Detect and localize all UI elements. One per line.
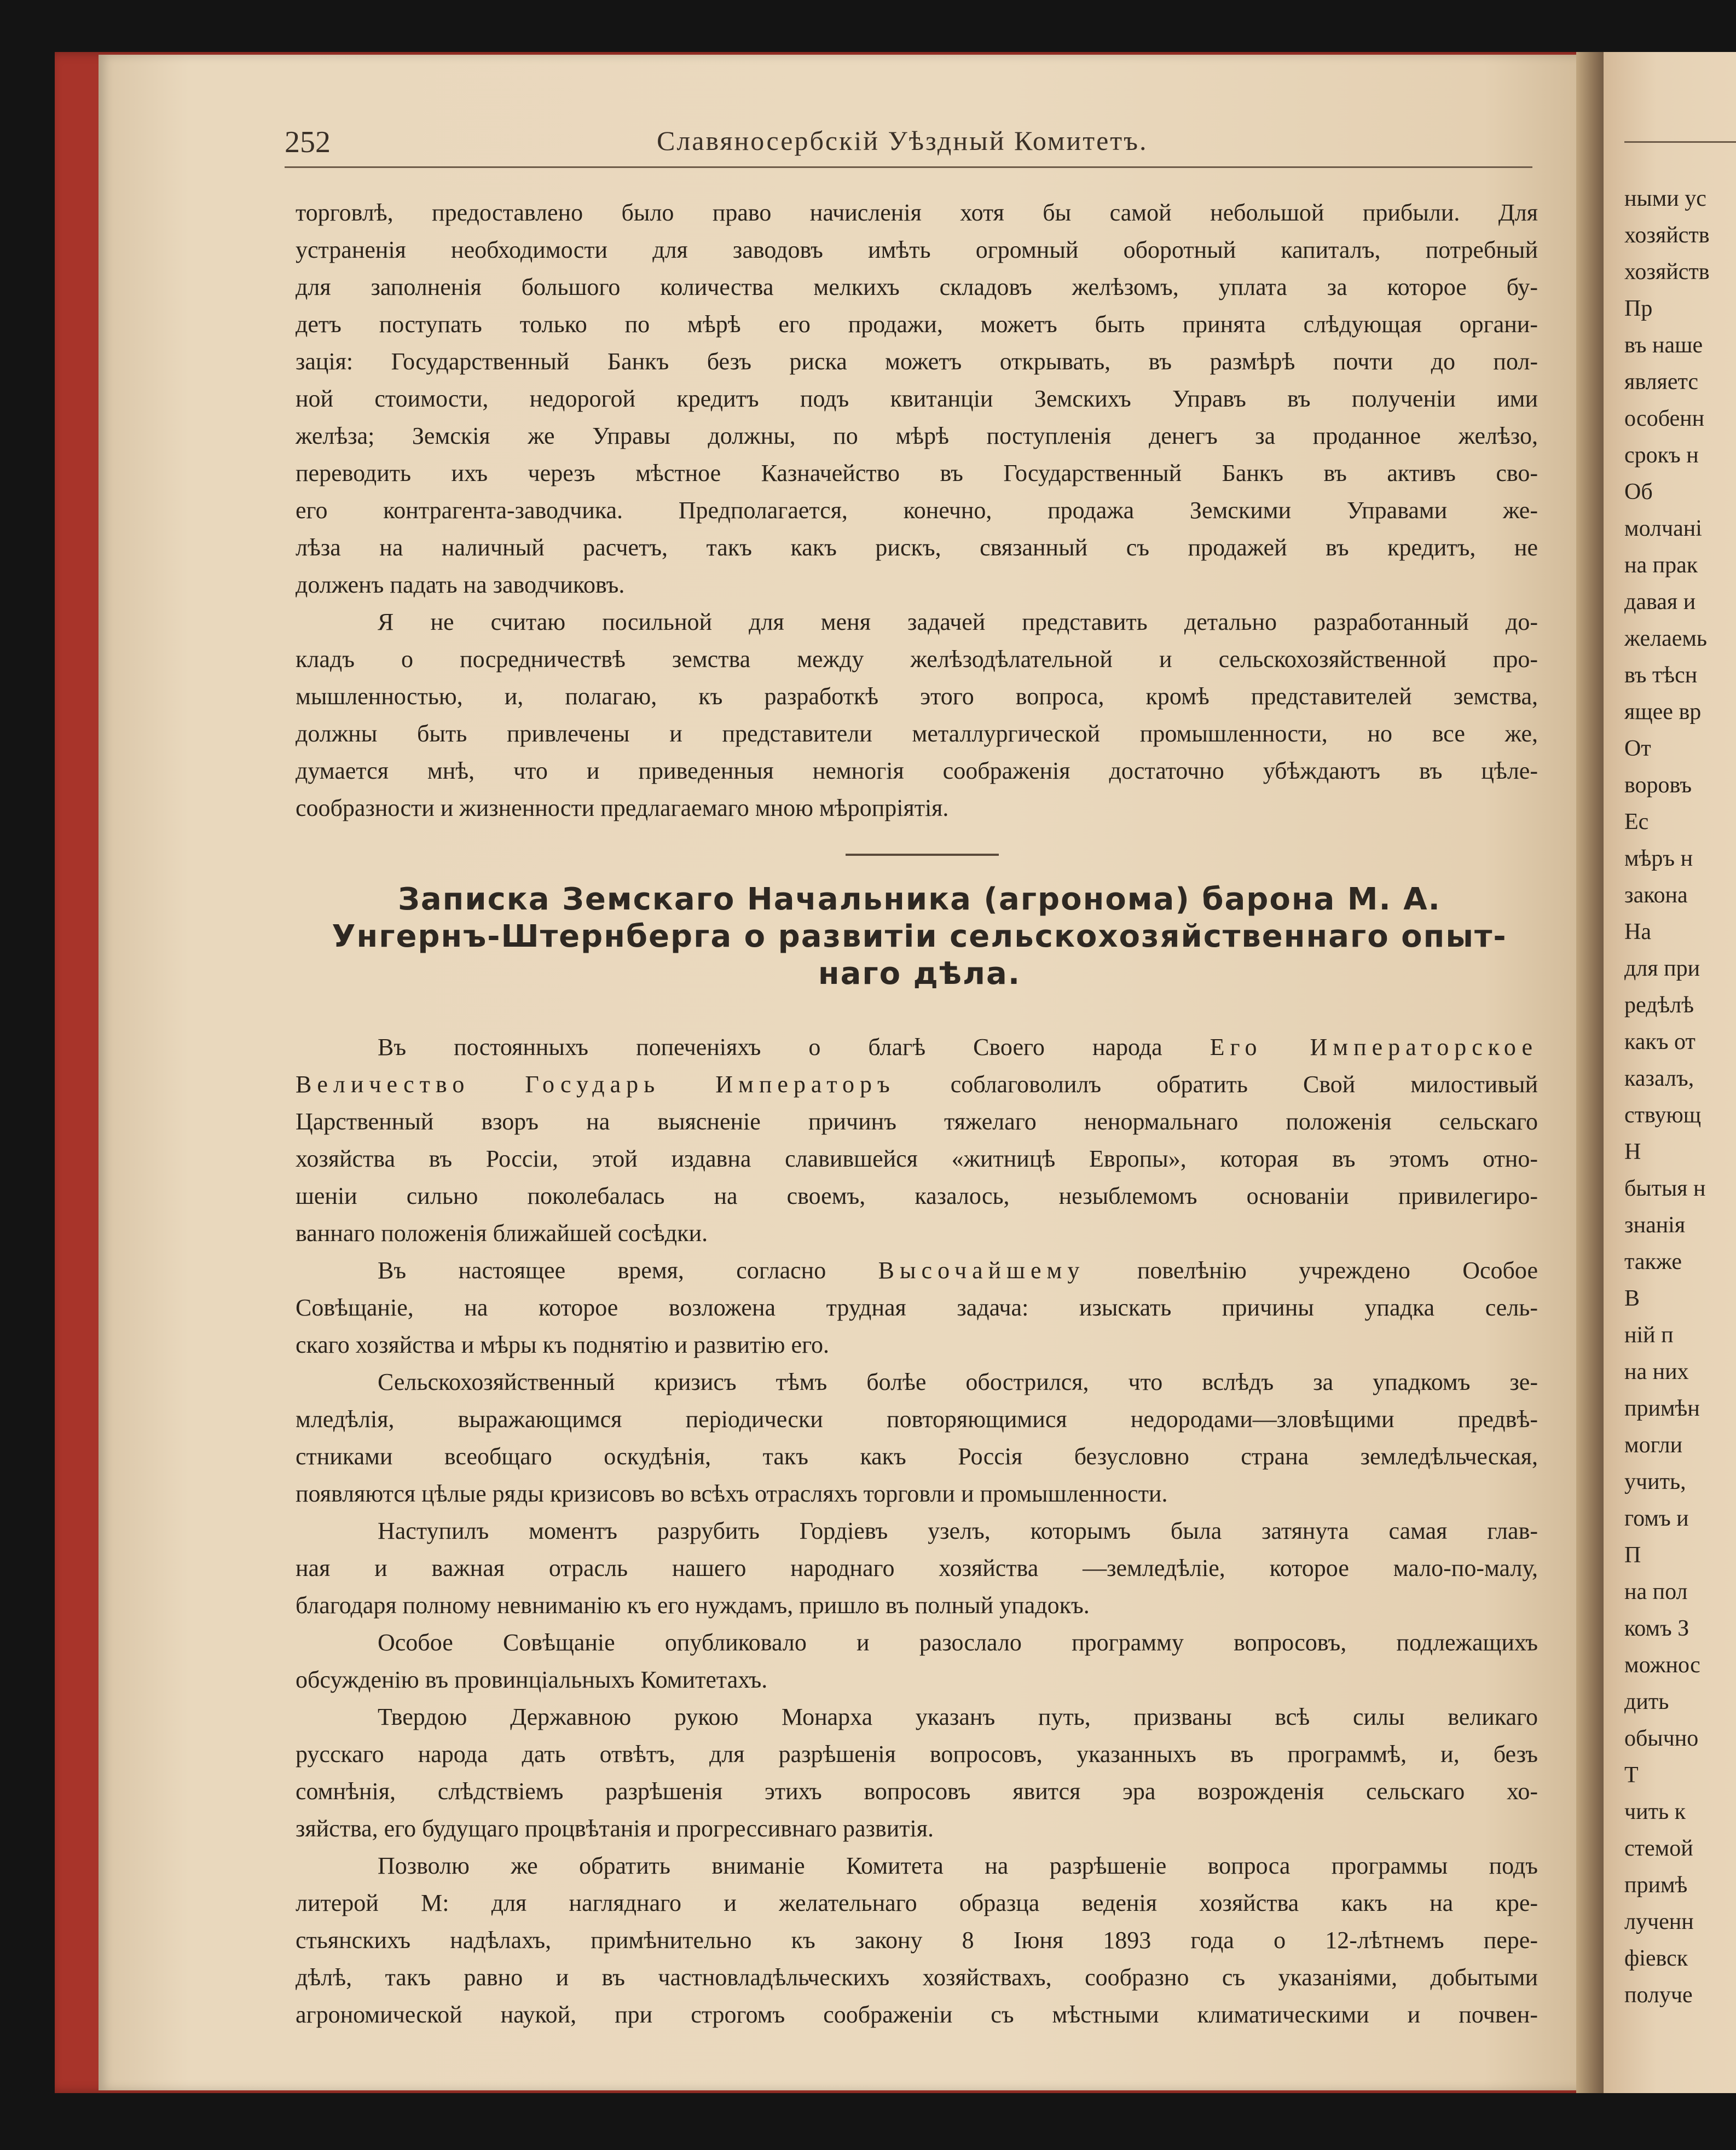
right-page-text-line: также xyxy=(1624,1249,1682,1274)
running-title: Славяносербскій Уѣздный Комитетъ. xyxy=(657,125,1148,156)
paragraph xyxy=(296,1512,1538,1624)
text-line: Совѣщаніе, на которое возложена трудная задача: изыскать причины упадка сель- xyxy=(296,1294,1538,1321)
text-line: Я не считаю посильной для меня задачей представить детально разработанный до- xyxy=(378,609,1538,635)
book-gutter xyxy=(1576,52,1606,2093)
text-line: ная и важная отрасль нашего народнаго хозяйства —земледѣліе, которое мало-по-малу, xyxy=(296,1555,1538,1581)
right-page-text-line: на прак xyxy=(1624,553,1698,578)
text-line: долженъ падать на заводчиковъ. xyxy=(296,571,625,598)
text-line: зація: Государственный Банкъ безъ риска можетъ открывать, въ размѣрѣ почти до пол- xyxy=(296,348,1538,375)
text-line: сомнѣнія, слѣдствіемъ разрѣшенія этихъ вопросовъ явится эра возрожденія сельскаго хо- xyxy=(296,1778,1538,1805)
paragraph xyxy=(296,1624,1538,1699)
right-page-text-line: можнос xyxy=(1624,1653,1700,1678)
paragraph xyxy=(296,1699,1538,1847)
right-page-text-line: чить к xyxy=(1624,1799,1686,1824)
right-page-text-line: В xyxy=(1624,1286,1640,1311)
text-line: сообразности и жизненности предлагаемаго мною мѣропріятія. xyxy=(296,795,949,821)
text-line: дѣлѣ, такъ равно и въ частновладѣльческихъ хозяйствахъ, сообразно съ указаніями, добытыми xyxy=(296,1964,1538,1991)
right-page-text-line: срокъ н xyxy=(1624,443,1699,468)
text-line: для заполненія большого количества мелкихъ складовъ желѣзомъ, уплата за которое бу- xyxy=(296,274,1538,300)
section-title-line: наго дѣла. xyxy=(818,956,1021,992)
right-page-text-line: ній п xyxy=(1624,1323,1674,1348)
right-page-text-line: могли xyxy=(1624,1433,1683,1458)
text-line: литерой М: для нагляднаго и желательнаго образца веденія хозяйства какъ на кре- xyxy=(296,1890,1538,1916)
right-page-text-line: въ наше xyxy=(1624,333,1703,358)
text-line: торговлѣ, предоставлено было право начисленія хотя бы самой небольшой прибыли. Для xyxy=(296,199,1538,226)
text-line: появляются цѣлые ряды кризисовъ во всѣхъ отрасляхъ торговли и промышленности. xyxy=(296,1480,1168,1507)
right-page-text-line: П xyxy=(1624,1543,1641,1568)
right-page-text-line: ными ус xyxy=(1624,186,1706,211)
text-line: детъ поступать только по мѣрѣ его продажи, можетъ быть принята слѣдующая органи- xyxy=(296,311,1538,338)
right-page-text-line: казалъ, xyxy=(1624,1066,1694,1091)
paragraph xyxy=(296,1252,1538,1364)
text-line: Царственный взоръ на выясненіе причинъ тяжелаго ненормальнаго положенія сельскаго xyxy=(296,1108,1538,1135)
right-page-text-line: особенн xyxy=(1624,406,1705,431)
right-page-text-line: Т xyxy=(1624,1763,1639,1788)
right-page-text-line: получе xyxy=(1624,1983,1693,2008)
right-page-text-line: лученн xyxy=(1624,1909,1694,1934)
right-page-text-line: ствующ xyxy=(1624,1103,1702,1128)
text-line: мледѣлія, выражающимся періодически повторяющимися недородами—зловѣщими предвѣ- xyxy=(296,1406,1538,1433)
text-line: желѣза; Земскія же Управы должны, по мѣрѣ поступленія денегъ за проданное желѣзо, xyxy=(296,422,1538,449)
page-number: 252 xyxy=(285,125,331,159)
text-line: обсужденію въ провинціальныхъ Комитетахъ. xyxy=(296,1666,768,1693)
section-divider xyxy=(846,854,999,856)
text-line: Въ постоянныхъ попеченіяхъ о благѣ Своего народа Его Императорское xyxy=(378,1034,1538,1060)
right-page-text-line: бытыя н xyxy=(1624,1176,1706,1201)
right-page-header-rule xyxy=(1624,141,1736,143)
right-page-text-line: фіевск xyxy=(1624,1946,1688,1971)
text-line: русскаго народа дать отвѣтъ, для разрѣшенія вопросовъ, указанныхъ въ программѣ, и, безъ xyxy=(296,1741,1538,1767)
right-page-text-line: молчані xyxy=(1624,516,1702,541)
right-page-text-line: дить xyxy=(1624,1689,1669,1714)
right-page-text-line: желаемь xyxy=(1624,626,1708,651)
right-page-text-line: на пол xyxy=(1624,1579,1688,1604)
right-page-text-line: Пр xyxy=(1624,296,1653,321)
top-text-block xyxy=(296,194,1538,827)
text-line: ваннаго положенія ближайшей сосѣдки. xyxy=(296,1220,708,1247)
text-line: кладъ о посредничествѣ земства между желѣзодѣлательной и сельскохозяйственной про- xyxy=(296,646,1538,673)
right-page-text xyxy=(1624,181,1736,2014)
text-line: мышленностью, и, полагаю, къ разработкѣ этого вопроса, кромѣ представителей земства, xyxy=(296,683,1538,710)
right-page-text-line: редѣлѣ xyxy=(1624,993,1694,1018)
right-page-text-line: Ес xyxy=(1624,809,1649,834)
text-line: Наступилъ моментъ разрубить Гордіевъ узелъ, которымъ была затянута самая глав- xyxy=(378,1517,1538,1544)
text-line: его контрагента-заводчика. Предполагается, конечно, продажа Земскими Управами же- xyxy=(296,497,1538,524)
text-line: Особое Совѣщаніе опубликовало и разослало программу вопросовъ, подлежащихъ xyxy=(378,1629,1538,1656)
running-head xyxy=(285,121,1532,171)
text-line: хозяйства въ Россіи, этой издавна славившейся «житницѣ Европы», которая въ этомъ отно- xyxy=(296,1145,1538,1172)
paragraph xyxy=(296,1847,1538,2033)
right-page-text-line: хозяйств xyxy=(1624,259,1710,285)
paragraph xyxy=(296,194,1538,604)
text-line: зяйства, его будущаго процвѣтанія и прогрессивнаго развитія. xyxy=(296,1815,934,1842)
text-line: благодаря полному невниманію къ его нуждамъ, пришло въ полный упадокъ. xyxy=(296,1592,1090,1619)
section-title-line: Унгернъ-Штернберга о развитіи сельскохозяйственнаго опыт- xyxy=(332,919,1507,954)
right-page-text-line: учить, xyxy=(1624,1469,1686,1494)
right-page-text-line: знанія xyxy=(1624,1213,1686,1238)
paragraph xyxy=(296,1029,1538,1252)
text-line: устраненія необходимости для заводовъ имѣть огромный оборотный капиталъ, потребный xyxy=(296,236,1538,263)
text-line: думается мнѣ, что и приведенныя немногія соображенія достаточно убѣждаютъ въ цѣле- xyxy=(296,757,1538,784)
text-line: Сельскохозяйственный кризисъ тѣмъ болѣе обострился, что вслѣдъ за упадкомъ зе- xyxy=(378,1369,1538,1395)
section-text-block xyxy=(296,1029,1538,2033)
text-line: шеніи сильно поколебалась на своемъ, казалось, незыблемомъ основаніи привилегиро- xyxy=(296,1183,1538,1209)
text-line: стниками всеобщаго оскудѣнія, такъ какъ Россія безусловно страна земледѣльческая, xyxy=(296,1443,1538,1470)
right-page-text-line: для при xyxy=(1624,956,1700,981)
text-line: лѣза на наличный расчетъ, такъ какъ рискъ, связанный съ продажей въ кредитъ, не xyxy=(296,534,1538,561)
right-page-text-line: комъ З xyxy=(1624,1616,1689,1641)
right-page-text-line: являетс xyxy=(1624,369,1699,395)
right-page-text-line: на них xyxy=(1624,1359,1689,1384)
paragraph xyxy=(296,604,1538,827)
text-line: Позволю же обратить вниманіе Комитета на разрѣшеніе вопроса программы подъ xyxy=(378,1852,1538,1879)
right-page-text-line: Об xyxy=(1624,479,1653,505)
text-line: ной стоимости, недорогой кредитъ подъ квитанціи Земскихъ Управъ въ полученіи ими xyxy=(296,385,1538,412)
right-page-text-line: воровъ xyxy=(1624,773,1692,798)
right-page-text-line: обычно xyxy=(1624,1726,1699,1751)
right-page-text-line: давая и xyxy=(1624,589,1696,615)
text-line: должны быть привлечены и представители металлургической промышленности, но все же, xyxy=(296,720,1538,747)
right-page-text-line: примѣн xyxy=(1624,1396,1700,1421)
right-page-text-line: какъ от xyxy=(1624,1029,1696,1054)
right-page-text-line: ящее вр xyxy=(1624,699,1702,725)
text-line: агрономической наукой, при строгомъ соображеніи съ мѣстными климатическими и почвен- xyxy=(296,2001,1538,2028)
paragraph xyxy=(296,1364,1538,1512)
right-page-text-line: примѣ xyxy=(1624,1873,1688,1898)
right-page-text-line: гомъ и xyxy=(1624,1506,1689,1531)
right-page-text-line: стемой xyxy=(1624,1836,1693,1861)
text-line: стьянскихъ надѣлахъ, примѣнительно къ закону 8 Іюня 1893 года о 12-лѣтнемъ пере- xyxy=(296,1927,1538,1954)
text-line: Твердою Державною рукою Монарха указанъ путь, призваны всѣ силы великаго xyxy=(378,1703,1538,1730)
right-page-text-line: въ тѣсн xyxy=(1624,663,1698,688)
right-page-text-line: мѣръ н xyxy=(1624,846,1693,871)
right-page-text-line: От xyxy=(1624,736,1651,761)
text-line: Въ настоящее время, согласно Высочайшему повелѣнію учреждено Особое xyxy=(378,1257,1538,1284)
text-line: переводить ихъ черезъ мѣстное Казначейство въ Государственный Банкъ въ активъ сво- xyxy=(296,460,1538,486)
right-page-text-line: закона xyxy=(1624,883,1688,908)
text-line: скаго хозяйства и мѣры къ поднятію и развитію его. xyxy=(296,1331,830,1358)
text-line: Величество Государь Императоръ соблаговолилъ обратить Свой милостивый xyxy=(296,1071,1538,1098)
section-title xyxy=(306,881,1532,993)
right-page-text-line: На xyxy=(1624,919,1651,944)
right-page-text-line: хозяйств xyxy=(1624,223,1710,248)
right-page-text-line: Н xyxy=(1624,1139,1641,1164)
header-rule xyxy=(285,166,1532,168)
section-title-line: Записка Земскаго Начальника (агронома) барона М. А. xyxy=(398,882,1441,917)
